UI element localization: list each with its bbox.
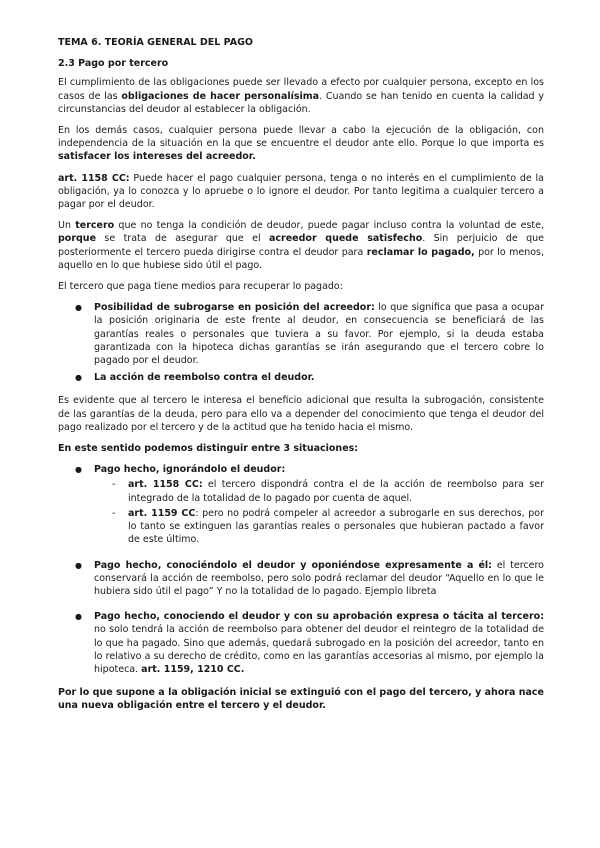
sub-item-art-1159: - art. 1159 CC: pero no podrá compeler al acreedor a subrogarle en sus derechos, por lo tanto se extinguen las garantías reales o personales que hubieran pactado a favor de este último.	[94, 507, 544, 547]
sub-list	[94, 478, 544, 546]
list-item-subrogacion: ● Posibilidad de subrogarse en posición del acreedor: lo que significa que pasa a ocupar la posición originaria de este frente al deudor, en consecuencia se beneficiará de las garantías reales o personales que tuviera a su favor. Por ejemplo, si la deuda estaba garantizada con la hipoteca dichas garantías se irán asegurando que el tercero cobre lo pagado por el deudor.	[58, 301, 544, 367]
sub-item-art-1158: - art. 1158 CC: el tercero dispondrá contra el de la acción de reembolso para ser integrado de la totalidad de lo pagado por cuenta de aquel.	[94, 478, 544, 504]
list-item-ignorandolo: ● Pago hecho, ignorándolo el deudor: - art. 1158 CC: el tercero dispondrá contra el de la acción de reembolso para ser integrado de la totalidad de lo pagado por cuenta de aquel. - art. 1159 CC: pero no podrá compeler al acreedor a subrogarle en sus derechos, por lo tanto se extinguen las garantías reales o personales que hubieran pactado a favor de este último.	[58, 463, 544, 546]
paragraph-1: El cumplimiento de las obligaciones puede ser llevado a efecto por cualquier persona, excepto en los casos de las obligaciones de hacer personalísima. Cuando se han tenido en cuenta la calidad y circunstancias del deudor al establecer la obligación.	[58, 77, 544, 115]
paragraph-2: En los demás casos, cualquier persona puede llevar a cabo la ejecución de la obligación, con independencia de la situación en la que se encuentre el deudor ante ello. Porque lo que importa es satisfacer los intereses del acreedor.	[58, 125, 544, 163]
document-body	[58, 36, 544, 721]
list-item-reembolso: ● La acción de reembolso contra el deudor.	[58, 371, 544, 384]
list-item-oponiendose: ● Pago hecho, conociéndolo el deudor y oponiéndose expresamente a él: el tercero conservará la acción de reembolso, pero solo podrá reclamar del deudor “Aquello en lo que le hubiera sido útil el pago” Y no la totalidad de lo pagado. Ejemplo libreta	[58, 559, 544, 599]
section-subtitle: 2.3 Pago por tercero	[58, 58, 169, 70]
paragraph-medios: El tercero que paga tiene medios para recuperar lo pagado:	[58, 281, 343, 293]
list-item-aprobacion: ● Pago hecho, conociendo el deudor y con su aprobación expresa o tácita al tercero: no solo tendrá la acción de reembolso para obtener del deudor el reintegro de la totalidad de lo que ha pagado. Sino que además, quedará subrogado en la posición del acreedor, tanto en lo relativo a su derecho de crédito, como en las garantías accesorias al mismo, por ejemplo la hipoteca. art. 1159, 1210 CC.	[58, 610, 544, 676]
page-title: TEMA 6. TEORÍA GENERAL DEL PAGO	[58, 37, 253, 48]
paragraph-art-1158: art. 1158 CC: Puede hacer el pago cualquier persona, tenga o no interés en el cumplimiento de la obligación, ya lo conozca y lo apruebe o lo ignore el deudor. Por tanto legitima a cualquier tercero a pagar por el deudor.	[58, 172, 545, 211]
paragraph-tercero: Un tercero que no tenga la condición de deudor, puede pagar incluso contra la voluntad de este, porque se trata de asegurar que el acreedor quede satisfecho. Sin perjuicio de que posteriormente el tercero pueda dirigirse contra el deudor para reclamar lo pagado, por lo menos, aquello en lo que hubiese sido útil el pago.	[58, 220, 544, 271]
medios-list	[58, 301, 544, 384]
paragraph-situaciones-heading: En este sentido podemos distinguir entre 3 situaciones:	[58, 443, 359, 455]
paragraph-evidente: Es evidente que al tercero le interesa el beneficio adicional que resulta la subrogación, consistente de las garantías de la deuda, pero para ello va a depender del conocimiento que tenga el deudor del pago realizado por el tercero y de la actitud que ha tenido hacia el mismo.	[58, 395, 544, 433]
situaciones-list	[58, 463, 544, 676]
paragraph-conclusion: Por lo que supone a la obligación inicial se extinguió con el pago del tercero, y ahora nace una nueva obligación entre el tercero y el deudor.	[58, 687, 544, 712]
